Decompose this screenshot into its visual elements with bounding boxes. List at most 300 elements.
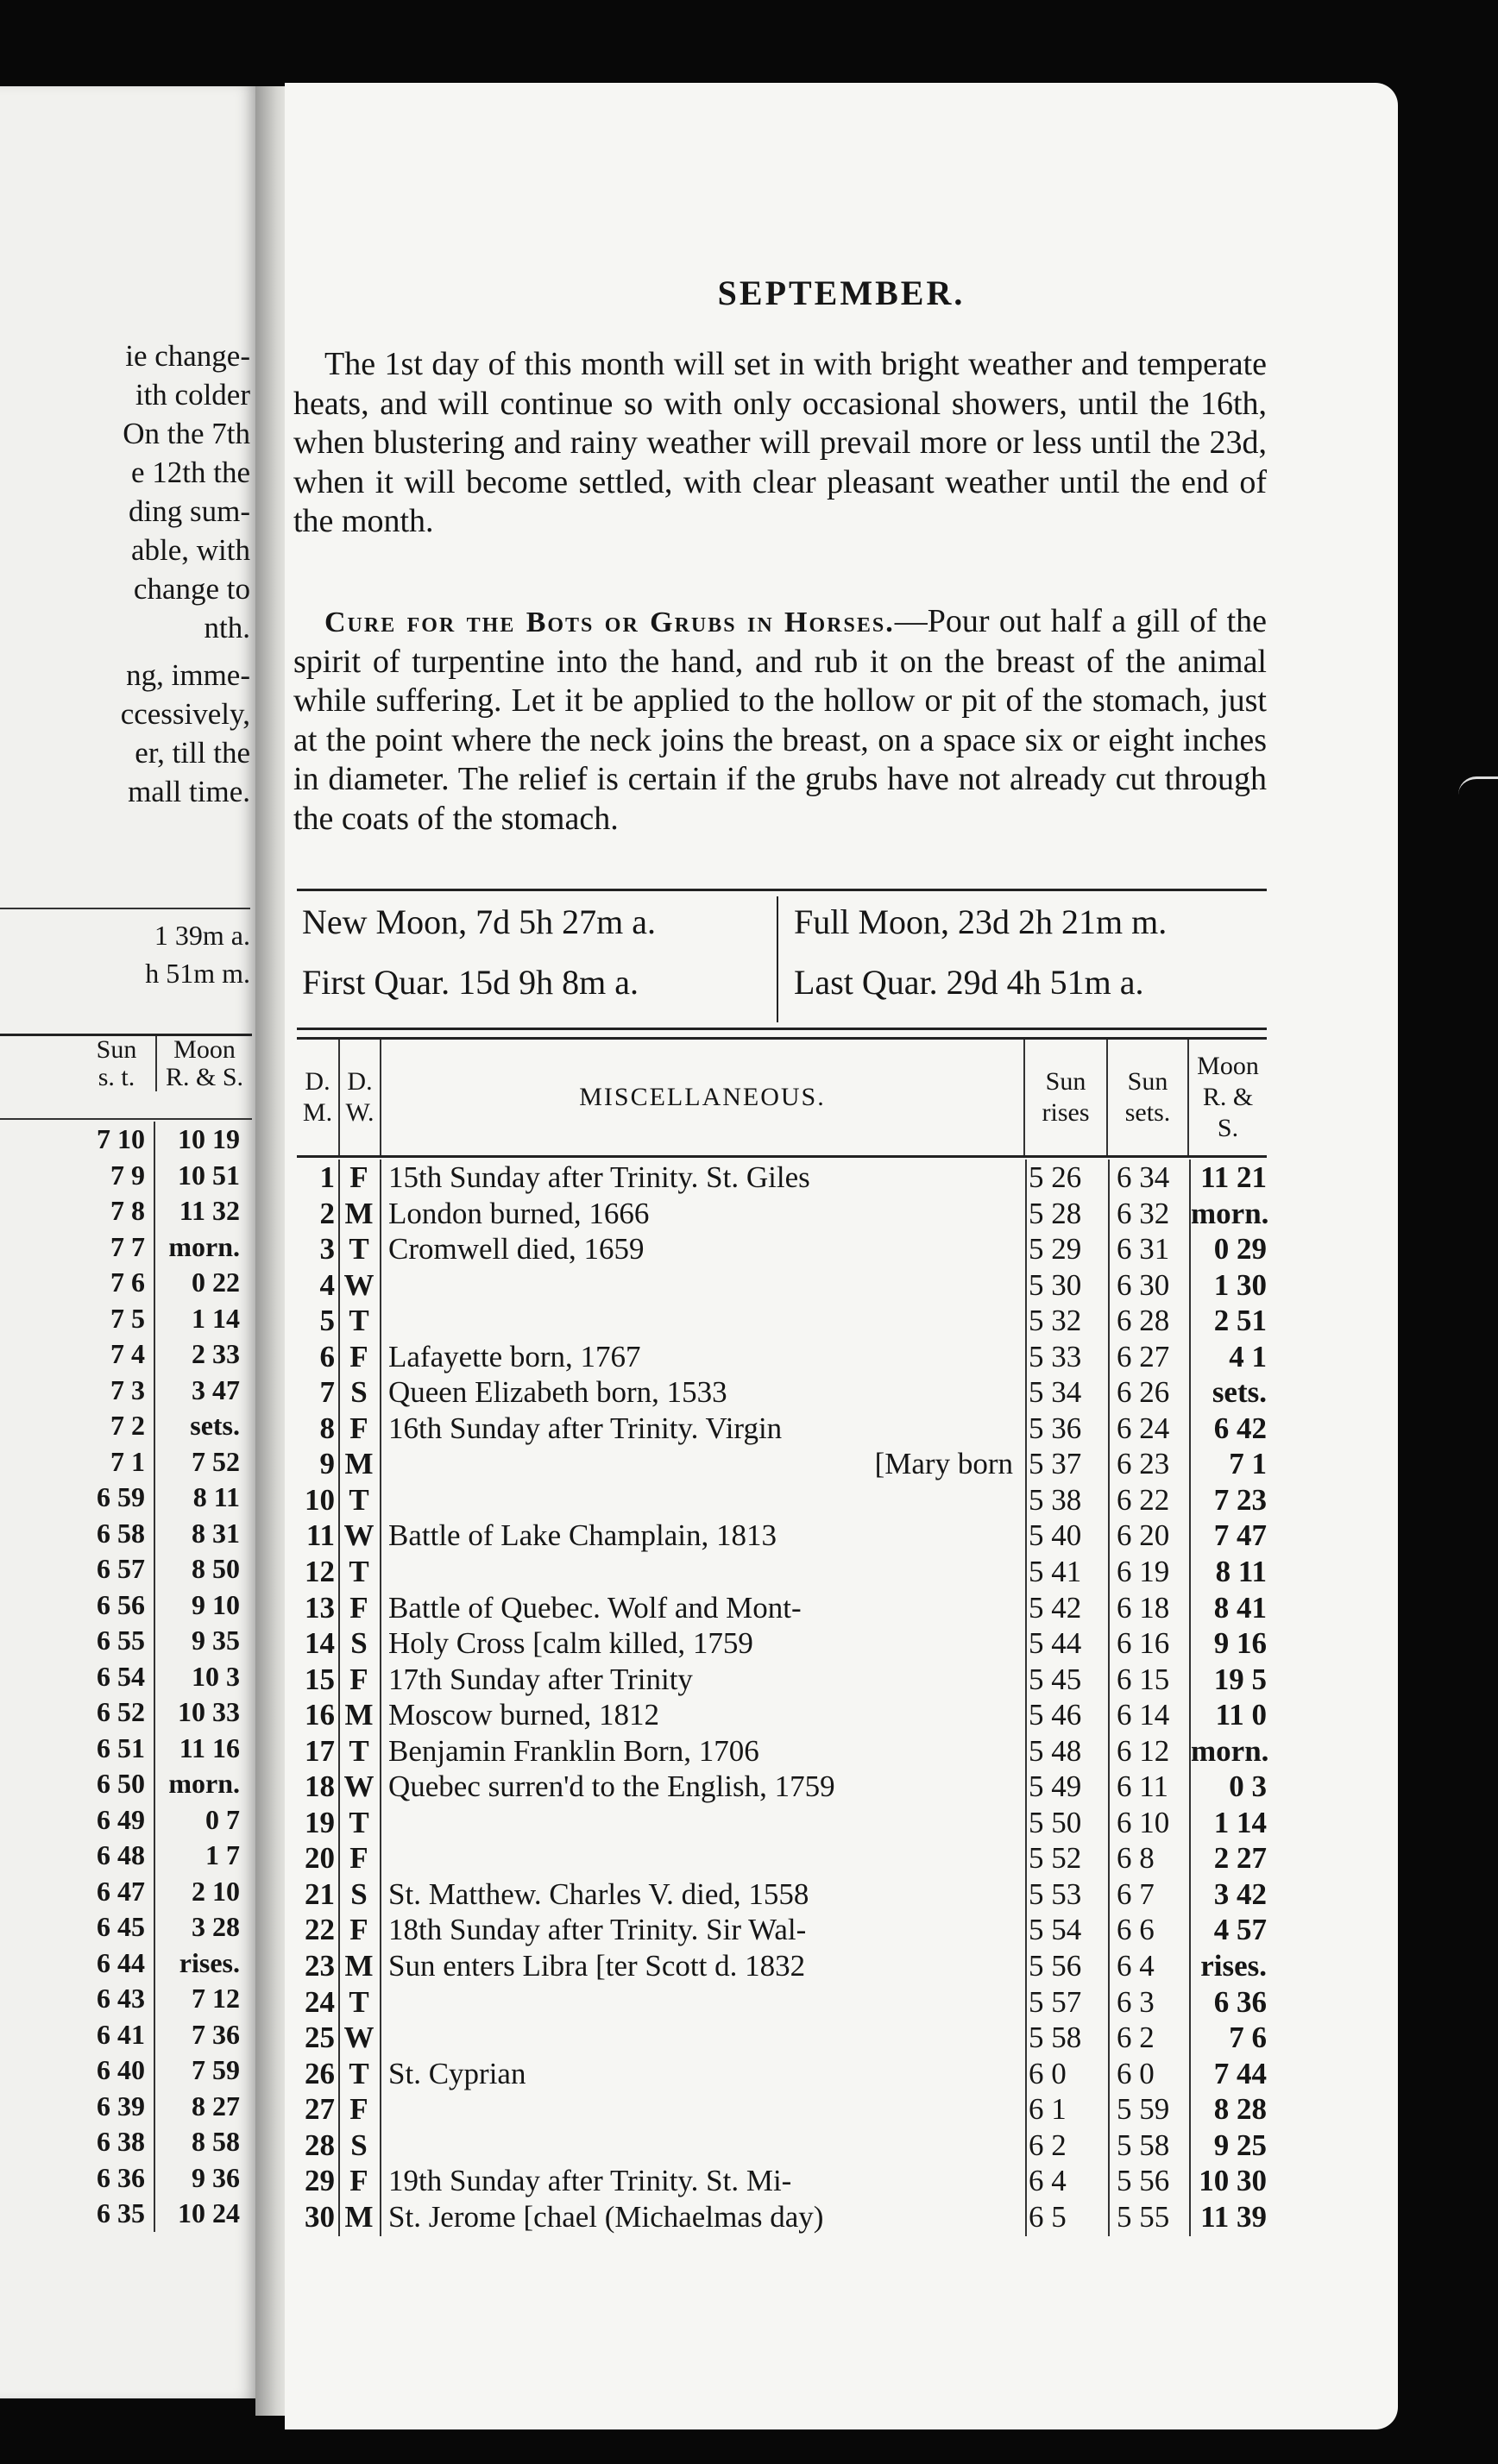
sun-rise: 5 37 xyxy=(1029,1447,1082,1481)
left-page xyxy=(0,86,255,2398)
left-table-row xyxy=(0,2089,252,2125)
day-of-week: M xyxy=(344,1698,374,1732)
left-moon-time: 7 12 xyxy=(192,1983,240,2014)
left-table-row xyxy=(0,1516,252,1552)
sun-rise: 5 53 xyxy=(1029,1876,1082,1911)
left-table-row xyxy=(0,1802,252,1839)
left-moon-time: 3 28 xyxy=(192,1911,240,1942)
left-page-table-header xyxy=(0,1034,252,1091)
calendar-row xyxy=(297,1876,1267,1913)
event: St. Matthew. Charles V. died, 1558 xyxy=(388,1876,809,1911)
left-moon-time: 0 22 xyxy=(192,1267,240,1298)
calendar-row xyxy=(297,1912,1267,1948)
moon-time: 11 39 xyxy=(1200,2199,1267,2234)
left-sun-time: 7 3 xyxy=(78,1373,155,1409)
header-sun-rises xyxy=(1025,1040,1108,1155)
day-of-month: 5 xyxy=(319,1304,335,1338)
left-table-row xyxy=(0,2196,252,2232)
day-of-week: T xyxy=(349,1304,369,1338)
sun-rise: 5 33 xyxy=(1029,1339,1082,1373)
event: 15th Sunday after Trinity. St. Giles xyxy=(388,1160,810,1194)
sun-rise: 5 29 xyxy=(1029,1232,1082,1267)
day-of-month: 18 xyxy=(305,1769,335,1804)
sun-rise: 5 57 xyxy=(1029,1984,1082,2019)
sun-set: 6 32 xyxy=(1117,1196,1170,1230)
cure-heading: Cure for the Bots or Grubs in Horses. xyxy=(324,607,895,638)
left-sun-time: 6 57 xyxy=(78,1551,155,1587)
sun-set: 6 34 xyxy=(1117,1160,1170,1194)
left-moon-time: rises. xyxy=(179,1946,240,1978)
left-moon-subheader: R. & S. xyxy=(165,1063,244,1091)
left-page-text-line: ng, imme- xyxy=(126,658,250,692)
sun-rise: 5 41 xyxy=(1029,1555,1082,1589)
left-table-row xyxy=(0,1694,252,1731)
left-moon-time: 8 27 xyxy=(192,2090,240,2121)
header-sets-line1: Sun xyxy=(1127,1067,1168,1096)
new-moon: New Moon, 7d 5h 27m a. xyxy=(302,902,656,941)
sun-set: 6 2 xyxy=(1117,2021,1155,2055)
day-of-week: W xyxy=(343,1769,374,1804)
sun-rise: 5 30 xyxy=(1029,1267,1082,1302)
day-of-month: 30 xyxy=(305,2199,335,2234)
day-of-month: 15 xyxy=(305,1662,335,1696)
day-of-week: W xyxy=(343,1267,374,1302)
moon-time: 6 36 xyxy=(1213,1984,1267,2019)
sun-set: 5 58 xyxy=(1117,2128,1170,2162)
left-page-text-line: On the 7th xyxy=(123,417,250,450)
left-table-row xyxy=(0,1623,252,1659)
left-table-row xyxy=(0,2017,252,2053)
moon-time: 10 30 xyxy=(1199,2164,1267,2198)
sun-rise: 5 44 xyxy=(1029,1626,1082,1661)
day-of-week: F xyxy=(349,1841,368,1876)
left-table-row xyxy=(0,1336,252,1373)
sun-rise: 5 45 xyxy=(1029,1662,1082,1696)
left-sun-time: 6 48 xyxy=(78,1838,155,1874)
left-table-row xyxy=(0,1193,252,1229)
calendar-header xyxy=(297,1037,1267,1158)
day-of-month: 11 xyxy=(305,1518,335,1553)
sun-rise: 5 32 xyxy=(1029,1304,1082,1338)
calendar-table xyxy=(297,1160,1267,2235)
sun-set: 6 12 xyxy=(1117,1733,1170,1768)
moon-time: 0 3 xyxy=(1229,1769,1267,1804)
calendar-row xyxy=(297,1697,1267,1733)
calendar-row xyxy=(297,1339,1267,1375)
day-of-week: S xyxy=(350,1626,368,1661)
sun-rise: 5 50 xyxy=(1029,1805,1082,1839)
moon-time: 9 16 xyxy=(1213,1626,1267,1661)
left-table-row xyxy=(0,1731,252,1767)
day-of-week: T xyxy=(349,1733,369,1768)
moon-time: 8 28 xyxy=(1213,2092,1267,2127)
day-of-week: T xyxy=(349,1805,369,1839)
moon-time: 7 1 xyxy=(1229,1447,1267,1481)
left-page-text-line: able, with xyxy=(130,533,250,567)
sun-rise: 5 48 xyxy=(1029,1733,1082,1768)
moon-time: 1 30 xyxy=(1213,1267,1267,1302)
day-of-month: 17 xyxy=(305,1733,335,1768)
day-of-month: 4 xyxy=(319,1267,335,1302)
event: Lafayette born, 1767 xyxy=(388,1339,641,1373)
sun-set: 6 30 xyxy=(1117,1267,1170,1302)
left-table-row xyxy=(0,1158,252,1194)
day-of-week: M xyxy=(344,1447,374,1481)
sun-set: 6 19 xyxy=(1117,1555,1170,1589)
moon-time: 11 0 xyxy=(1215,1698,1267,1732)
moon-time: 3 42 xyxy=(1213,1876,1267,1911)
left-moon-time: 8 31 xyxy=(192,1517,240,1549)
sun-rise: 6 1 xyxy=(1029,2092,1067,2127)
left-page-table xyxy=(0,1118,252,2232)
day-of-week: S xyxy=(350,2128,368,2162)
calendar-row xyxy=(297,1554,1267,1590)
day-of-week: T xyxy=(349,1232,369,1267)
calendar-row xyxy=(297,1769,1267,1805)
day-of-week: F xyxy=(349,1590,368,1625)
calendar-row xyxy=(297,1196,1267,1232)
left-page-moon-phases xyxy=(0,908,250,992)
phase-divider xyxy=(777,896,778,1022)
moon-time: 8 11 xyxy=(1215,1555,1267,1589)
day-of-month: 22 xyxy=(305,1913,335,1947)
left-sun-time: 6 52 xyxy=(78,1694,155,1731)
header-moon-line2: R. & S. xyxy=(1202,1083,1254,1142)
day-of-week: T xyxy=(349,1555,369,1589)
sun-rise: 5 36 xyxy=(1029,1411,1082,1445)
calendar-row xyxy=(297,1662,1267,1698)
calendar-row xyxy=(297,1590,1267,1626)
left-moon-time: 10 19 xyxy=(178,1123,240,1154)
day-of-week: T xyxy=(349,1984,369,2019)
header-rises-line1: Sun xyxy=(1045,1067,1086,1096)
sun-rise: 6 2 xyxy=(1029,2128,1067,2162)
left-sun-time: 6 39 xyxy=(78,2089,155,2125)
sun-rise: 6 0 xyxy=(1029,2056,1067,2090)
left-sun-time: 6 51 xyxy=(78,1731,155,1767)
left-sun-time: 6 40 xyxy=(78,2052,155,2089)
header-sun-sets xyxy=(1108,1040,1189,1155)
left-table-row xyxy=(0,2124,252,2160)
sun-set: 6 10 xyxy=(1117,1805,1170,1839)
left-moon-time: 10 51 xyxy=(178,1159,240,1191)
moon-time: 1 14 xyxy=(1213,1805,1267,1839)
moon-time: 4 57 xyxy=(1213,1913,1267,1947)
sun-rise: 5 34 xyxy=(1029,1375,1082,1410)
left-moon-time: 11 16 xyxy=(179,1732,240,1763)
calendar-row xyxy=(297,1231,1267,1267)
left-table-row xyxy=(0,1551,252,1587)
left-table-row xyxy=(0,1373,252,1409)
event: Quebec surren'd to the English, 1759 xyxy=(388,1769,835,1804)
left-page-text xyxy=(0,336,250,811)
event: 18th Sunday after Trinity. Sir Wal- xyxy=(388,1913,807,1947)
left-moon-time: 10 24 xyxy=(178,2197,240,2228)
left-sun-time: 6 59 xyxy=(78,1480,155,1516)
day-of-month: 1 xyxy=(319,1160,335,1194)
calendar-row xyxy=(297,2163,1267,2199)
left-moon-time: 10 33 xyxy=(178,1696,240,1727)
left-sun-time: 6 49 xyxy=(78,1802,155,1839)
day-of-month: 25 xyxy=(305,2021,335,2055)
sun-set: 6 16 xyxy=(1117,1626,1170,1661)
sun-set: 6 26 xyxy=(1117,1375,1170,1410)
day-of-month: 24 xyxy=(305,1984,335,2019)
left-sun-time: 7 7 xyxy=(78,1229,155,1266)
day-of-week: W xyxy=(343,1518,374,1553)
left-table-row xyxy=(0,1587,252,1624)
sun-rise: 5 26 xyxy=(1029,1160,1082,1194)
left-page-text-line: nth. xyxy=(204,611,250,644)
left-moon-time: 1 7 xyxy=(205,1839,240,1870)
left-moon-header: Moon xyxy=(173,1035,236,1064)
day-of-week: F xyxy=(349,1339,368,1373)
sun-set: 6 27 xyxy=(1117,1339,1170,1373)
left-moon-time: sets. xyxy=(190,1410,240,1441)
left-sun-time: 6 50 xyxy=(78,1766,155,1802)
calendar-row xyxy=(297,1303,1267,1339)
calendar-row xyxy=(297,2091,1267,2128)
left-table-row xyxy=(0,1301,252,1337)
left-moon-time: 7 59 xyxy=(192,2054,240,2085)
left-moon-time: 1 14 xyxy=(192,1302,240,1334)
calendar-row xyxy=(297,2056,1267,2092)
left-sun-time: 6 55 xyxy=(78,1623,155,1659)
moon-time: 8 41 xyxy=(1213,1590,1267,1625)
left-moon-time: 10 3 xyxy=(192,1660,240,1692)
left-sun-time: 6 58 xyxy=(78,1516,155,1552)
sun-rise: 5 28 xyxy=(1029,1196,1082,1230)
left-page-text-line: ie change- xyxy=(125,339,250,373)
day-of-week: F xyxy=(349,2092,368,2127)
header-rises-line2: rises xyxy=(1042,1098,1090,1127)
left-moon-time: 9 36 xyxy=(192,2161,240,2193)
moon-phases-box xyxy=(297,889,1267,1030)
left-table-row xyxy=(0,1945,252,1982)
left-table-row xyxy=(0,1874,252,1910)
moon-time: 7 23 xyxy=(1213,1482,1267,1517)
sun-set: 6 22 xyxy=(1117,1482,1170,1517)
sun-set: 6 8 xyxy=(1117,1841,1155,1876)
page-edge-mark xyxy=(1458,776,1498,795)
last-quarter: Last Quar. 29d 4h 51m a. xyxy=(794,963,1144,1002)
left-moon-time: morn. xyxy=(168,1230,240,1262)
calendar-row xyxy=(297,1374,1267,1411)
left-sun-time: 6 56 xyxy=(78,1587,155,1624)
sun-set: 6 3 xyxy=(1117,1984,1155,2019)
sun-rise: 5 58 xyxy=(1029,2021,1082,2055)
day-of-month: 21 xyxy=(305,1876,335,1911)
left-sun-header: Sun xyxy=(78,1036,157,1064)
day-of-week: F xyxy=(349,1411,368,1445)
calendar-row xyxy=(297,1805,1267,1841)
left-table-row xyxy=(0,1659,252,1695)
left-sun-time: 7 8 xyxy=(78,1193,155,1229)
event: Queen Elizabeth born, 1533 xyxy=(388,1375,727,1410)
left-moon-time: 2 33 xyxy=(192,1338,240,1369)
event: London burned, 1666 xyxy=(388,1196,650,1230)
header-sets-line2: sets. xyxy=(1124,1098,1171,1127)
left-sun-time: 6 35 xyxy=(78,2196,155,2232)
full-moon: Full Moon, 23d 2h 21m m. xyxy=(794,902,1168,941)
cure-text: —Pour out half a gill of the spirit of turpentine into the hand, and rub it on the breast of the animal while suffering. Let it be applied to the hollow or pit of the stomach, just at the point where the neck joins the breast, on a space six or eight inches in diameter. The relief is certain if the grubs have not already cut through the coats of the stomach. xyxy=(293,603,1268,837)
left-sun-time: 6 47 xyxy=(78,1874,155,1910)
calendar-row xyxy=(297,1411,1267,1447)
left-table-row xyxy=(0,1766,252,1802)
day-of-month: 29 xyxy=(305,2164,335,2198)
left-moon-time: 9 10 xyxy=(192,1588,240,1620)
day-of-month: 28 xyxy=(305,2128,335,2162)
day-of-month: 9 xyxy=(319,1447,335,1481)
day-of-week: M xyxy=(344,2199,374,2234)
left-moon-time: 2 10 xyxy=(192,1875,240,1907)
calendar-row xyxy=(297,2020,1267,2056)
calendar-row xyxy=(297,1482,1267,1518)
event: 19th Sunday after Trinity. St. Mi- xyxy=(388,2164,792,2198)
left-sun-time: 6 54 xyxy=(78,1659,155,1695)
left-sun-time: 7 1 xyxy=(78,1444,155,1480)
sun-rise: 5 56 xyxy=(1029,1949,1082,1983)
calendar-row xyxy=(297,1984,1267,2021)
moon-time: 9 25 xyxy=(1213,2128,1267,2162)
sun-set: 6 7 xyxy=(1117,1876,1155,1911)
left-moon-time: 9 35 xyxy=(192,1625,240,1656)
weather-forecast: The 1st day of this month will set in with bright weather and temperate heats, and will continue so with only occasional showers, until the 16th, when blustering and rainy weather will prevail more or less until the 23d, when it will become settled, with clear pleasant weather until the end of the month. xyxy=(293,346,1267,539)
left-moon-time: 7 36 xyxy=(192,2018,240,2050)
left-sun-time: 7 2 xyxy=(78,1408,155,1444)
event: [Mary born xyxy=(874,1447,1013,1481)
event: Battle of Quebec. Wolf and Mont- xyxy=(388,1590,802,1625)
page-title: SEPTEMBER. xyxy=(717,273,966,312)
moon-time: morn. xyxy=(1191,1733,1269,1768)
day-of-month: 7 xyxy=(319,1375,335,1410)
sun-rise: 5 49 xyxy=(1029,1769,1082,1804)
cure-paragraph xyxy=(293,602,1267,839)
event: St. Jerome [chael (Michaelmas day) xyxy=(388,2199,824,2234)
event: Cromwell died, 1659 xyxy=(388,1232,645,1267)
day-of-month: 13 xyxy=(305,1590,335,1625)
day-of-week: W xyxy=(343,2021,374,2055)
event: Sun enters Libra [ter Scott d. 1832 xyxy=(388,1949,806,1983)
day-of-month: 14 xyxy=(305,1626,335,1661)
sun-rise: 5 46 xyxy=(1029,1698,1082,1732)
calendar-row xyxy=(297,1948,1267,1984)
header-dm-line1: D. xyxy=(305,1067,330,1096)
left-table-row xyxy=(0,1408,252,1444)
left-sun-time: 7 10 xyxy=(78,1122,155,1158)
calendar-row xyxy=(297,1160,1267,1196)
left-sun-time: 6 45 xyxy=(78,1909,155,1945)
left-table-row xyxy=(0,1480,252,1516)
sun-rise: 6 4 xyxy=(1029,2164,1067,2198)
left-table-row xyxy=(0,1265,252,1301)
moon-time: sets. xyxy=(1212,1375,1267,1410)
left-sun-time: 7 4 xyxy=(78,1336,155,1373)
day-of-month: 19 xyxy=(305,1805,335,1839)
sun-set: 6 4 xyxy=(1117,1949,1155,1983)
calendar-row xyxy=(297,1446,1267,1482)
left-sun-time: 6 36 xyxy=(78,2160,155,2197)
event: Battle of Lake Champlain, 1813 xyxy=(388,1518,777,1553)
day-of-week: M xyxy=(344,1949,374,1983)
event: Moscow burned, 1812 xyxy=(388,1698,659,1732)
moon-time: 2 27 xyxy=(1213,1841,1267,1876)
calendar-row xyxy=(297,2199,1267,2235)
header-moon xyxy=(1189,1040,1267,1155)
left-sun-time: 7 6 xyxy=(78,1265,155,1301)
left-page-text-line: er, till the xyxy=(135,736,250,770)
left-page-text-line: mall time. xyxy=(128,775,250,808)
sun-set: 6 31 xyxy=(1117,1232,1170,1267)
day-of-week: F xyxy=(349,1160,368,1194)
calendar-row xyxy=(297,1267,1267,1304)
calendar-row xyxy=(297,2128,1267,2164)
day-of-month: 27 xyxy=(305,2092,335,2127)
day-of-week: S xyxy=(350,1375,368,1410)
moon-time: 7 44 xyxy=(1213,2056,1267,2090)
sun-rise: 5 40 xyxy=(1029,1518,1082,1553)
event: Benjamin Franklin Born, 1706 xyxy=(388,1733,759,1768)
sun-set: 5 59 xyxy=(1117,2092,1170,2127)
sun-rise: 5 54 xyxy=(1029,1913,1082,1947)
left-page-text-line: change to xyxy=(133,572,250,606)
left-phase-line: 1 39m a. xyxy=(154,920,250,951)
day-of-week: F xyxy=(349,1662,368,1696)
first-quarter: First Quar. 15d 9h 8m a. xyxy=(302,963,639,1002)
left-table-row xyxy=(0,1444,252,1480)
calendar-row xyxy=(297,1625,1267,1662)
left-moon-time: 8 11 xyxy=(192,1481,240,1512)
calendar-row xyxy=(297,1840,1267,1876)
header-moon-line1: Moon xyxy=(1197,1052,1259,1080)
day-of-week: F xyxy=(349,1913,368,1947)
moon-time: 0 29 xyxy=(1213,1232,1267,1267)
left-moon-time: 8 50 xyxy=(192,1553,240,1584)
sun-set: 5 55 xyxy=(1117,2199,1170,2234)
day-of-week: F xyxy=(349,2164,368,2198)
header-day-of-month xyxy=(297,1040,340,1155)
header-dm-line2: M. xyxy=(302,1098,333,1127)
event: 16th Sunday after Trinity. Virgin xyxy=(388,1411,783,1445)
left-moon-time: 3 47 xyxy=(192,1373,240,1405)
left-page-text-line: e 12th the xyxy=(130,456,250,489)
sun-set: 6 14 xyxy=(1117,1698,1170,1732)
moon-time: morn. xyxy=(1191,1196,1269,1230)
day-of-week: S xyxy=(350,1876,368,1911)
day-of-month: 23 xyxy=(305,1949,335,1983)
left-table-row xyxy=(0,1229,252,1266)
moon-time: 11 21 xyxy=(1200,1160,1267,1194)
left-page-text-line: ith colder xyxy=(135,378,250,412)
moon-time: 7 6 xyxy=(1229,2021,1267,2055)
sun-rise: 6 5 xyxy=(1029,2199,1067,2234)
event: 17th Sunday after Trinity xyxy=(388,1662,693,1696)
day-of-week: T xyxy=(349,1482,369,1517)
sun-set: 6 23 xyxy=(1117,1447,1170,1481)
day-of-month: 8 xyxy=(319,1411,335,1445)
moon-time: 6 42 xyxy=(1213,1411,1267,1445)
left-moon-time: morn. xyxy=(168,1768,240,1799)
left-moon-time: 0 7 xyxy=(205,1803,240,1835)
moon-time: 4 1 xyxy=(1229,1339,1267,1373)
moon-time: 7 47 xyxy=(1213,1518,1267,1553)
calendar-row xyxy=(297,1518,1267,1554)
day-of-week: M xyxy=(344,1196,374,1230)
day-of-month: 3 xyxy=(319,1232,335,1267)
header-dw-line2: W. xyxy=(345,1098,374,1127)
left-sun-subheader: s. t. xyxy=(78,1064,157,1091)
left-sun-time: 6 43 xyxy=(78,1981,155,2017)
